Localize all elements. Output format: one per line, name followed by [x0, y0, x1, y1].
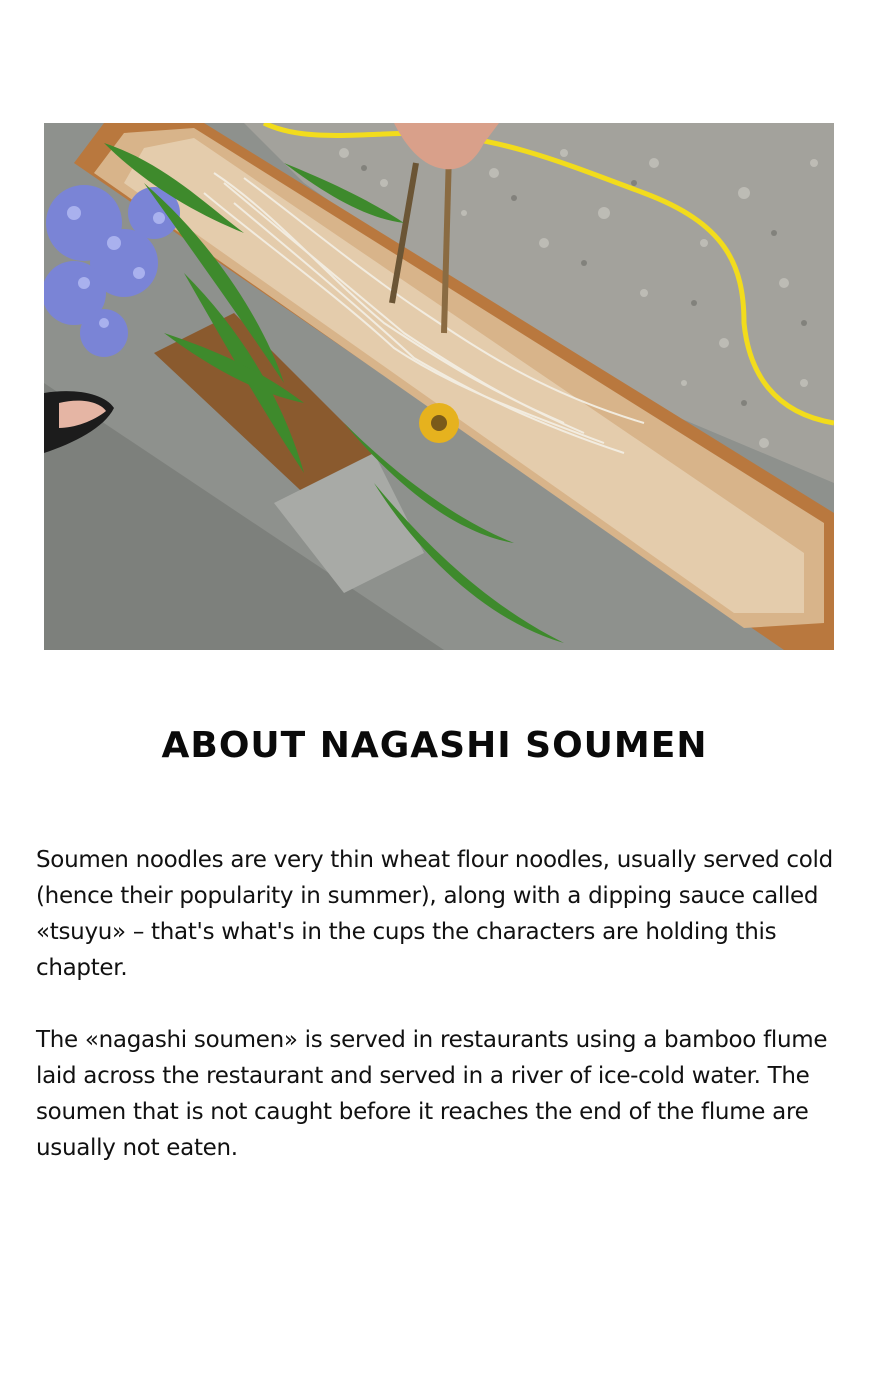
paragraph-soumen-description: Soumen noodles are very thin wheat flour noodles, usually served cold (hence their popularity in summer), along with a dipping sauce called «tsuyu» – that's what's in the cups the characters are holding this chapter. [36, 847, 833, 981]
nagashi-soumen-photo [44, 123, 834, 650]
page-title: ABOUT NAGASHI SOUMEN [161, 725, 708, 766]
article-body [36, 842, 846, 1202]
paragraph-nagashi-soumen: The «nagashi soumen» is served in restaurants using a bamboo flume laid across the restaurant and served in a river of ice-cold water. The soumen that is not caught before it reaches the end of the flume are usually not eaten. [36, 1027, 828, 1161]
